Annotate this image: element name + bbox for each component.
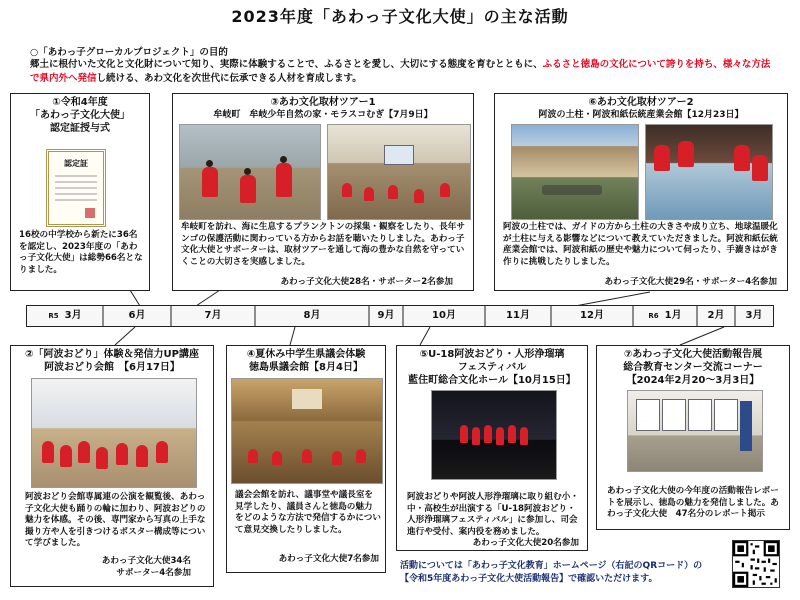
certificate-title: 認定証 — [64, 159, 88, 168]
timeline-month-mar-r6: 3月 — [745, 310, 763, 321]
page-title: 2023年度「あわっ子文化大使」の主な活動 — [231, 7, 569, 26]
purpose-text-part2: し続ける、あわ文化を次世代に伝承できる人材を育成します。 — [96, 73, 362, 84]
timeline-month-dec: 12月 — [580, 310, 604, 321]
box-reporting-tour-2 — [494, 93, 788, 291]
photo-odori-class — [31, 378, 197, 488]
box2-supporters: サポーター4名参加 — [116, 568, 191, 578]
box-awa-odori — [10, 345, 214, 587]
timeline-dividers — [27, 306, 775, 326]
timeline-month-jan-r6: R6 1月 — [648, 310, 682, 321]
box4-participants: あわっ子文化大使7名参加 — [278, 554, 379, 564]
purpose-heading: ○「あわっ子グローカルプロジェクト」の目的 — [30, 47, 228, 58]
box-report-exhibition — [596, 345, 790, 530]
box-reporting-tour-1 — [172, 93, 474, 291]
box1-title-line3: 認定証授与式 — [50, 123, 110, 134]
box1-text: 16校の中学校から新たに36名を認定し、2023年度の「あわっ子文化大使」は総勢66名となりました。 — [19, 230, 143, 275]
timeline-month-aug: 8月 — [303, 310, 321, 321]
box3-title: ③あわ文化取材ツアー1 — [270, 97, 376, 108]
photo-assembly-hall — [231, 378, 383, 484]
box-u18-festival — [396, 345, 588, 551]
purpose-text-highlight: ふるさと徳島の文化について誇りを持ち、様々な方法で県内外へ発信 — [30, 59, 771, 84]
footer-line2: 【令和5年度あわっ子文化大使活動報告】で確認いただけます。 — [400, 574, 658, 584]
photo-earth-pillars — [511, 124, 639, 220]
timeline — [26, 305, 774, 327]
timeline-month-jul: 7月 — [204, 310, 222, 321]
photo-festival-stage — [431, 390, 557, 480]
timeline-month-jun: 6月 — [128, 310, 146, 321]
footer-note — [400, 560, 730, 586]
box5-text: 阿波おどりや阿波人形浄瑠璃に取り組む小・中・高校生が出演する「U-18阿波おどり・人形浄瑠璃フェスティバル」に参加し、司会進行や受付、案内役を務めました。 — [407, 492, 579, 537]
box4-place: 徳島県議会館【8月4日】 — [249, 362, 363, 373]
timeline-month-nov: 11月 — [506, 310, 530, 321]
photo-exhibition-panels — [627, 390, 763, 472]
footer-line1: 活動については「あわっ子文化教育」ホームページ（右記のQRコード）の — [400, 561, 703, 571]
certificate-image — [46, 149, 106, 227]
box6-text: 阿波の土柱では、ガイドの方から土柱の大きさや成り立ち、地球温暖化が土柱に与える影響などについて教えていただきました。阿波和紙伝統産業会館では、阿波和紙の歴史や魅力について伺ったり、手漉きはがき作りに挑戦したりしました。 — [503, 222, 778, 267]
box2-participants: あわっ子文化大使34名 — [101, 556, 191, 566]
purpose-text-part1: 郷土に根付いた文化と文化財について知り、実際に体験することで、ふるさとを愛し、大切にする態度を育むとともに、 — [30, 59, 543, 70]
box1-title-line2: 「あわっ子文化大使」 — [30, 110, 130, 121]
timeline-month-feb: 2月 — [707, 310, 725, 321]
box5-title-line2: フェスティバル — [457, 362, 527, 373]
box2-place: 阿波おどり会館 【6月17日】 — [44, 362, 180, 373]
box1-title: ①令和4年度 — [52, 97, 108, 108]
box6-title: ⑥あわ文化取材ツアー2 — [588, 97, 694, 108]
box7-text: あわっ子文化大使の今年度の活動報告レポートを展示し、徳島の魅力を発信しました。あわっ子文化大使 47名分のレポート掲示 — [607, 486, 779, 519]
box7-place: 【2024年2月20～3月3日】 — [626, 375, 760, 386]
box4-title: ④夏休み中学生県議会体験 — [246, 349, 366, 360]
timeline-era-r5: R5 — [48, 312, 59, 320]
qr-code-icon[interactable] — [732, 540, 780, 588]
timeline-month-sep: 9月 — [377, 310, 395, 321]
box2-text: 阿波おどり会館専属連の公演を観覧後、あわっ子文化大使も踊りの輪に加わり、阿波おどりの魅力を体感。その後、専門家から写真の上手な撮り方や人を引きつけるポスター構成等について学びました。 — [25, 492, 206, 548]
box7-title-line2: 総合教育センター交流コーナー — [623, 362, 763, 373]
box7-title: ⑦あわっ子文化大使活動報告展 — [623, 349, 763, 360]
photo-paper-making — [645, 124, 773, 220]
photo-plankton-collection — [179, 124, 321, 220]
box2-title: ②「阿波おどり」体験＆発信力UP講座 — [25, 349, 199, 360]
box4-text: 議会会館を訪れ、議事堂や議長室を見学したり、議員さんと徳島の魅力をどのような方法で発信するかについて意見交換したりしました。 — [235, 490, 381, 535]
box5-title: ⑤U-18阿波おどり・人形浄瑠璃 — [419, 349, 565, 360]
box6-participants: あわっ子文化大使29名・サポーター4名参加 — [604, 277, 777, 287]
box3-participants: あわっ子文化大使28名・サポーター2名参加 — [280, 277, 453, 287]
box-prefectural-assembly — [226, 345, 386, 573]
box5-participants: あわっ子文化大使20名参加 — [472, 538, 579, 548]
box3-place: 牟岐町 牟岐少年自然の家・モラスコむぎ【7月9日】 — [213, 110, 433, 120]
purpose-text — [30, 58, 778, 86]
timeline-month-oct: 10月 — [432, 310, 456, 321]
box3-text: 牟岐町を訪れ、海に生息するプランクトンの採集・観察をしたり、長年サンゴの保護活動に関わっている方からお話を聴いたりしました。あわっ子文化大使とサポーターは、取材ツアーを通して海の豊かな自然を守っていくことの大切さを実感しました。 — [181, 222, 465, 267]
box5-place: 藍住町総合文化ホール【10月15日】 — [408, 375, 576, 386]
timeline-era-r6: R6 — [648, 312, 659, 320]
photo-lecture-room — [327, 124, 471, 220]
box6-place: 阿波の土柱・阿波和紙伝統産業会館【12月23日】 — [538, 110, 744, 120]
timeline-month-mar-r5: R5 3月 — [48, 310, 82, 321]
